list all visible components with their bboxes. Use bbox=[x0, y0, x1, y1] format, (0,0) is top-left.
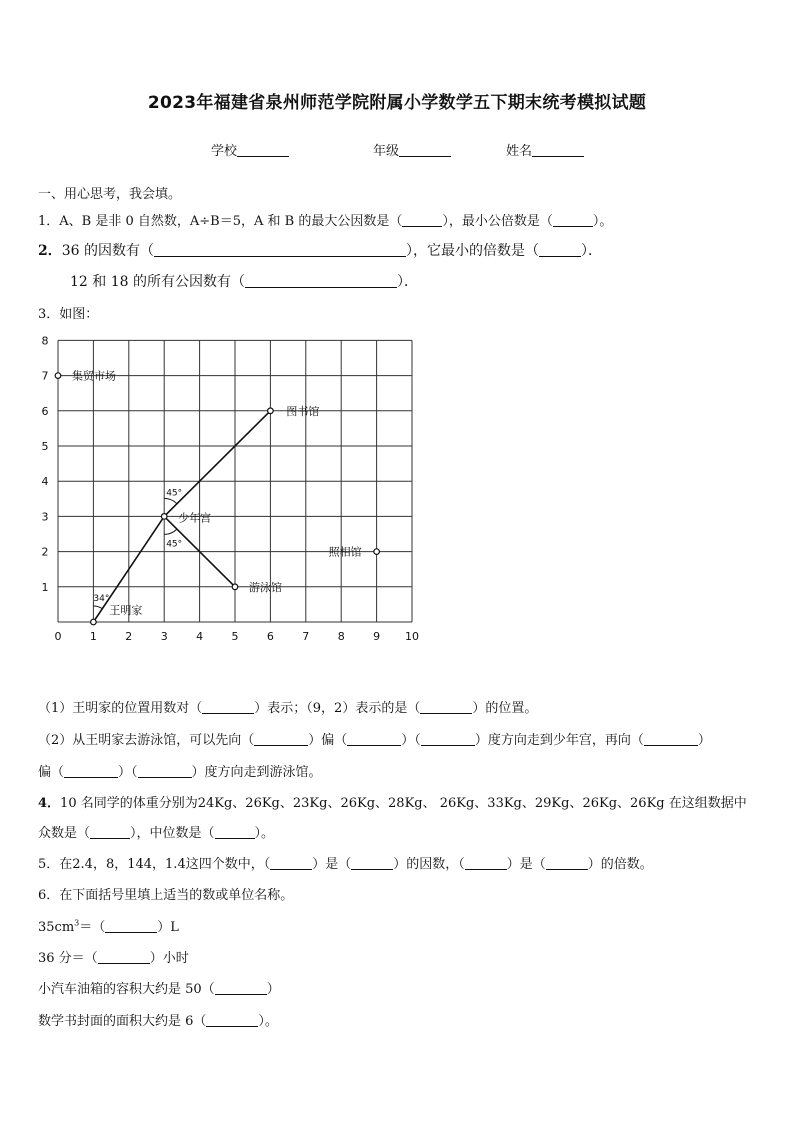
x-tick-label: 8 bbox=[337, 630, 345, 643]
point-marker bbox=[232, 584, 238, 590]
q4-blank-1[interactable] bbox=[90, 825, 130, 839]
y-tick-label: 4 bbox=[41, 475, 49, 489]
angle-arc bbox=[164, 498, 177, 503]
question-5 bbox=[38, 853, 653, 872]
q3-p2-text-f: 偏（ bbox=[38, 765, 65, 780]
q3-p1-blank-1[interactable] bbox=[202, 700, 254, 714]
q1-number: 1． bbox=[38, 214, 60, 229]
point-label: 照相馆 bbox=[328, 545, 362, 559]
q2-text-b: ），它最小的倍数是（ bbox=[406, 243, 540, 259]
question-2-line-2 bbox=[70, 271, 418, 291]
q1-blank-1[interactable] bbox=[402, 213, 442, 227]
point-label: 图书馆 bbox=[286, 404, 320, 418]
q5-blank-3[interactable] bbox=[465, 856, 507, 870]
angle-label: 45° bbox=[166, 488, 183, 499]
point-marker bbox=[161, 514, 167, 520]
q6-l3-b: ） bbox=[266, 982, 280, 997]
q6-blank-1[interactable] bbox=[105, 919, 157, 933]
name-field bbox=[506, 140, 584, 159]
q2-text-d: 12 和 18 的所有公因数有（ bbox=[70, 274, 245, 290]
q5-text-d: ）是（ bbox=[506, 857, 546, 872]
y-tick-label: 2 bbox=[41, 545, 49, 559]
name-blank[interactable] bbox=[532, 142, 584, 157]
q3-p2-blank-2[interactable] bbox=[347, 732, 401, 746]
x-tick-label: 4 bbox=[196, 630, 204, 643]
q1-text-b: ），最小公倍数是（ bbox=[442, 214, 553, 229]
q4-text-b: 众数是（ bbox=[38, 826, 91, 841]
q2-blank-1[interactable] bbox=[154, 243, 406, 257]
q6-number: 6． bbox=[38, 888, 60, 903]
point-label: 游泳馆 bbox=[249, 580, 282, 594]
q3-label: 如图： bbox=[59, 307, 99, 322]
q6-blank-4[interactable] bbox=[206, 1013, 258, 1027]
y-tick-label: 7 bbox=[41, 369, 49, 383]
point-marker bbox=[268, 408, 274, 414]
question-1 bbox=[38, 210, 612, 229]
point-marker bbox=[374, 549, 380, 555]
q3-p2-blank-6[interactable] bbox=[138, 764, 192, 778]
y-tick-label: 8 bbox=[41, 334, 49, 348]
q2-text-e: ）． bbox=[396, 274, 418, 290]
q6-l2-a: 36 分＝（ bbox=[38, 951, 98, 966]
question-6 bbox=[38, 884, 293, 903]
q2-number: 2． bbox=[38, 243, 62, 259]
x-tick-label: 9 bbox=[373, 630, 381, 643]
q5-blank-4[interactable] bbox=[546, 856, 588, 870]
q6-blank-3[interactable] bbox=[215, 981, 267, 995]
q3-p2-blank-3[interactable] bbox=[421, 732, 475, 746]
q3-number: 3． bbox=[38, 307, 60, 322]
q2-text-a: 36 的因数有（ bbox=[61, 243, 155, 259]
student-info-row bbox=[0, 140, 794, 160]
q6-l2-b: ）小时 bbox=[149, 951, 189, 966]
q3-part-2 bbox=[38, 729, 711, 748]
q3-p2-text-g: ）（ bbox=[118, 765, 138, 780]
y-tick-label: 1 bbox=[41, 580, 49, 594]
q3-p1-text-b: ）表示；（9，2）表示的是（ bbox=[254, 701, 421, 716]
q3-p1-text-c: ）的位置。 bbox=[472, 701, 538, 716]
q3-p2-blank-1[interactable] bbox=[254, 732, 308, 746]
q1-text-a: A、B 是非 0 自然数，A÷B＝5，A 和 B 的最大公因数是（ bbox=[59, 214, 403, 229]
section-1-heading: 一、用心思考，我会填。 bbox=[38, 187, 182, 202]
q6-text-a: 在下面括号里填上适当的数或单位名称。 bbox=[59, 888, 294, 903]
q5-text-b: ）是（ bbox=[312, 857, 352, 872]
q3-p2-blank-5[interactable] bbox=[64, 764, 118, 778]
x-tick-label: 6 bbox=[266, 630, 274, 643]
q1-text-c: ）。 bbox=[592, 214, 613, 229]
q5-text-a: 在2.4，8，144，1.4这四个数中，（ bbox=[59, 857, 271, 872]
q5-blank-1[interactable] bbox=[270, 856, 312, 870]
q5-number: 5． bbox=[38, 857, 60, 872]
x-tick-label: 1 bbox=[89, 630, 97, 643]
question-4-line-2 bbox=[38, 822, 274, 841]
angle-label: 45° bbox=[166, 539, 183, 550]
x-tick-label: 7 bbox=[302, 630, 310, 643]
q2-text-c: ）． bbox=[581, 243, 603, 259]
q5-text-c: ）的因数，（ bbox=[393, 857, 465, 872]
q6-l1-b: ＝（ bbox=[79, 920, 106, 935]
q3-p1-blank-2[interactable] bbox=[420, 700, 472, 714]
q3-p2-text-a: （2）从王明家去游泳馆，可以先向（ bbox=[38, 733, 255, 748]
q6-line-2 bbox=[38, 947, 189, 966]
x-tick-label: 5 bbox=[231, 630, 239, 643]
q5-blank-2[interactable] bbox=[351, 856, 393, 870]
coordinate-grid bbox=[36, 332, 436, 652]
q3-p2-text-e: ） bbox=[697, 733, 711, 748]
q6-blank-2[interactable] bbox=[98, 950, 150, 964]
q4-text-c: ），中位数是（ bbox=[130, 826, 215, 841]
q2-blank-3[interactable] bbox=[245, 274, 397, 288]
angle-label: 34° bbox=[93, 594, 110, 604]
grade-field bbox=[373, 140, 451, 159]
y-tick-label: 3 bbox=[41, 510, 49, 524]
q4-text-a: 10 名同学的体重分别为24Kg、26Kg、23Kg、26Kg、28Kg、 26Kg、33Kg、29Kg、26Kg、26Kg 在这组数据中 bbox=[60, 796, 747, 811]
point-marker bbox=[55, 373, 61, 379]
q6-line-3 bbox=[38, 978, 280, 997]
grade-label: 年级 bbox=[373, 144, 400, 159]
q3-p2-text-d: ）度方向走到少年宫，再向（ bbox=[474, 733, 644, 748]
school-blank[interactable] bbox=[237, 142, 289, 157]
school-label: 学校 bbox=[211, 144, 238, 159]
q3-part-2-line-2 bbox=[38, 761, 322, 780]
school-field bbox=[211, 140, 289, 159]
q5-text-e: ）的倍数。 bbox=[587, 857, 653, 872]
q3-p2-text-h: ）度方向走到游泳馆。 bbox=[191, 765, 322, 780]
x-tick-label: 10 bbox=[405, 630, 419, 643]
x-tick-label: 0 bbox=[54, 630, 62, 643]
q4-text-d: ）。 bbox=[254, 826, 275, 841]
angle-arc bbox=[164, 529, 177, 534]
q2-blank-2[interactable] bbox=[539, 243, 581, 257]
point-label: 王明家 bbox=[109, 604, 143, 617]
q6-l4-a: 数学书封面的面积大约是 6（ bbox=[38, 1014, 207, 1029]
q4-number: 4． bbox=[38, 796, 61, 811]
q6-l4-b: ）。 bbox=[258, 1014, 278, 1029]
q6-l1-a: 35cm bbox=[38, 920, 75, 935]
name-label: 姓名 bbox=[506, 144, 533, 159]
point-marker bbox=[91, 619, 97, 625]
q3-part-1 bbox=[38, 697, 537, 716]
grade-blank[interactable] bbox=[399, 142, 451, 157]
y-tick-label: 5 bbox=[41, 440, 49, 453]
y-tick-label: 6 bbox=[41, 404, 49, 418]
q3-p2-blank-4[interactable] bbox=[644, 732, 698, 746]
question-2 bbox=[38, 240, 602, 260]
q6-l1-sup: 3 bbox=[74, 918, 80, 928]
q6-l1-c: ）L bbox=[157, 920, 179, 935]
question-4 bbox=[38, 792, 747, 811]
angle-arc bbox=[93, 606, 102, 609]
q3-p1-text-a: （1）王明家的位置用数对（ bbox=[38, 701, 203, 716]
q6-line-1 bbox=[38, 916, 179, 935]
x-tick-label: 2 bbox=[125, 630, 133, 643]
page-title: 2023年福建省泉州师范学院附属小学数学五下期末统考模拟试题 bbox=[147, 93, 647, 113]
point-label: 集贸市场 bbox=[72, 369, 116, 383]
point-label: 少年宫 bbox=[178, 511, 212, 525]
q4-blank-2[interactable] bbox=[215, 825, 255, 839]
q6-line-4 bbox=[38, 1010, 278, 1029]
q3-p2-text-c: ）（ bbox=[401, 733, 421, 748]
path-segment bbox=[164, 411, 270, 517]
q1-blank-2[interactable] bbox=[553, 213, 593, 227]
question-3 bbox=[38, 303, 98, 322]
q6-l3-a: 小汽车油箱的容积大约是 50（ bbox=[38, 982, 215, 997]
q3-p2-text-b: ）偏（ bbox=[308, 733, 348, 748]
x-tick-label: 3 bbox=[160, 630, 168, 643]
